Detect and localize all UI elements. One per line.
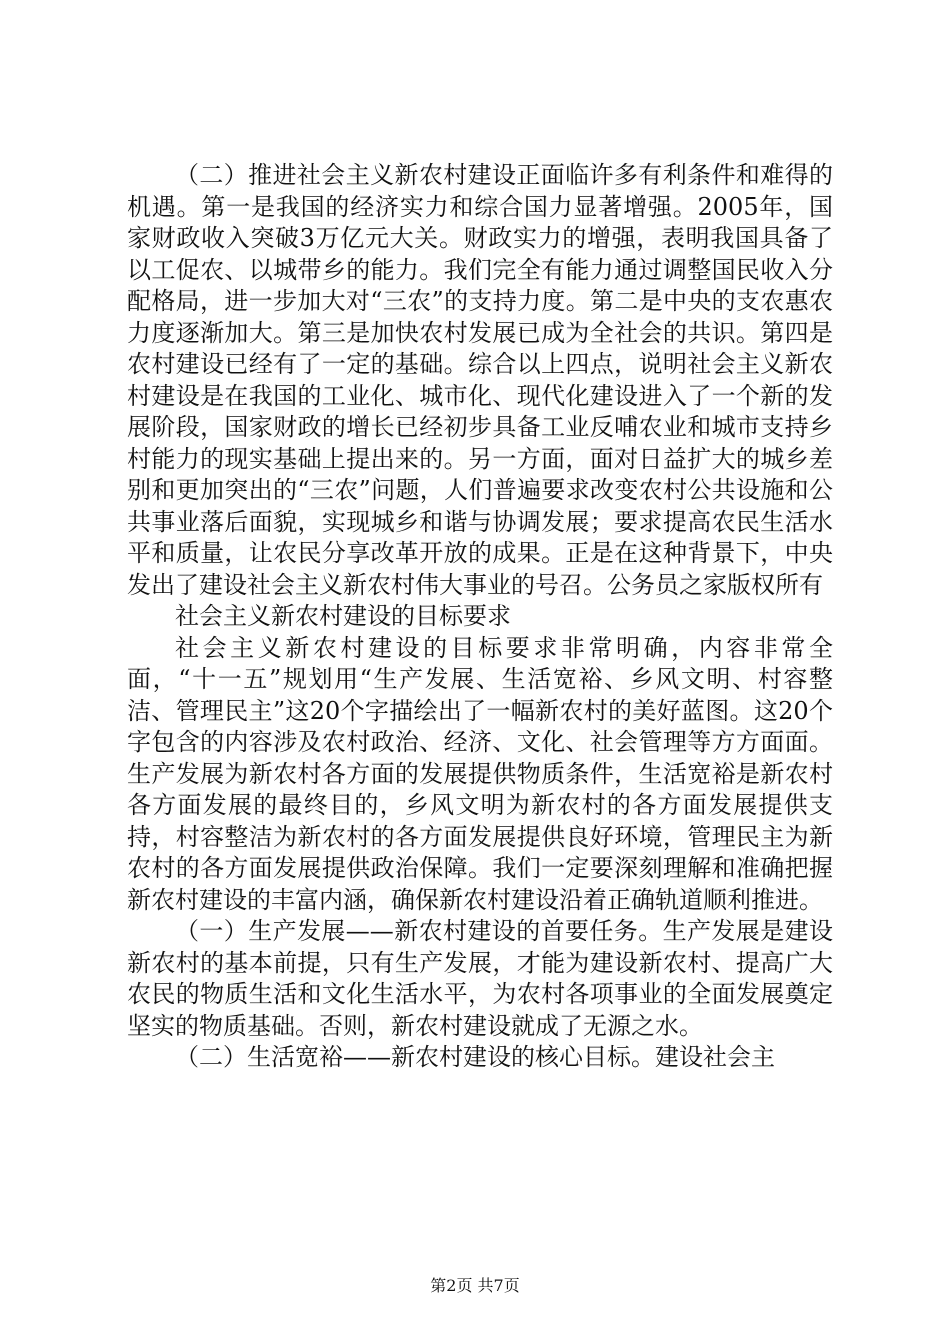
document-body (127, 160, 833, 1074)
paragraph-goal-requirements: 社会主义新农村建设的目标要求非常明确，内容非常全面，“十一五”规划用“生产发展、生活宽裕、乡风文明、村容整洁、管理民主”这20个字描绘出了一幅新农村的美好蓝图。这20个字包含的内容涉及农村政治、经济、文化、社会管理等方方面面。生产发展为新农村各方面的发展提供物质条件，生活宽裕是新农村各方面发展的最终目的，乡风文明为新农村的各方面发展提供支持，村容整洁为新农村的各方面发展提供良好环境，管理民主为新农村的各方面发展提供政治保障。我们一定要深刻理解和准确把握新农村建设的丰富内涵，确保新农村建设沿着正确轨道顺利推进。 (127, 633, 833, 914)
paragraph-production-development: （一）生产发展——新农村建设的首要任务。生产发展是建设新农村的基本前提，只有生产发展，才能为建设新农村、提高广大农民的物质生活和文化生活水平，为农村各项事业的全面发展奠定坚实的物质基础。否则，新农村建设就成了无源之水。 (127, 917, 833, 1040)
section-heading-goals: 社会主义新农村建设的目标要求 (175, 602, 511, 630)
page-footer (0, 1276, 950, 1296)
page-number-indicator: 第2页 共7页 (430, 1276, 520, 1295)
paragraph-affluent-life: （二）生活宽裕——新农村建设的核心目标。建设社会主 (175, 1043, 775, 1071)
paragraph-favorable-conditions: （二）推进社会主义新农村建设正面临许多有利条件和难得的机遇。第一是我国的经济实力和综合国力显著增强。2005年，国家财政收入突破3万亿元大关。财政实力的增强，表明我国具备了以工促农、以城带乡的能力。我们完全有能力通过调整国民收入分配格局，进一步加大对“三农”的支持力度。第二是中央的支农惠农力度逐渐加大。第三是加快农村发展已成为全社会的共识。第四是农村建设已经有了一定的基础。综合以上四点，说明社会主义新农村建设是在我国的工业化、城市化、现代化建设进入了一个新的发展阶段，国家财政的增长已经初步具备工业反哺农业和城市支持乡村能力的现实基础上提出来的。另一方面，面对日益扩大的城乡差别和更加突出的“三农”问题，人们普遍要求改变农村公共设施和公共事业落后面貌，实现城乡和谐与协调发展；要求提高农民生活水平和质量，让农民分享改革开放的成果。正是在这种背景下，中央发出了建设社会主义新农村伟大事业的号召。公务员之家版权所有 (127, 161, 833, 599)
